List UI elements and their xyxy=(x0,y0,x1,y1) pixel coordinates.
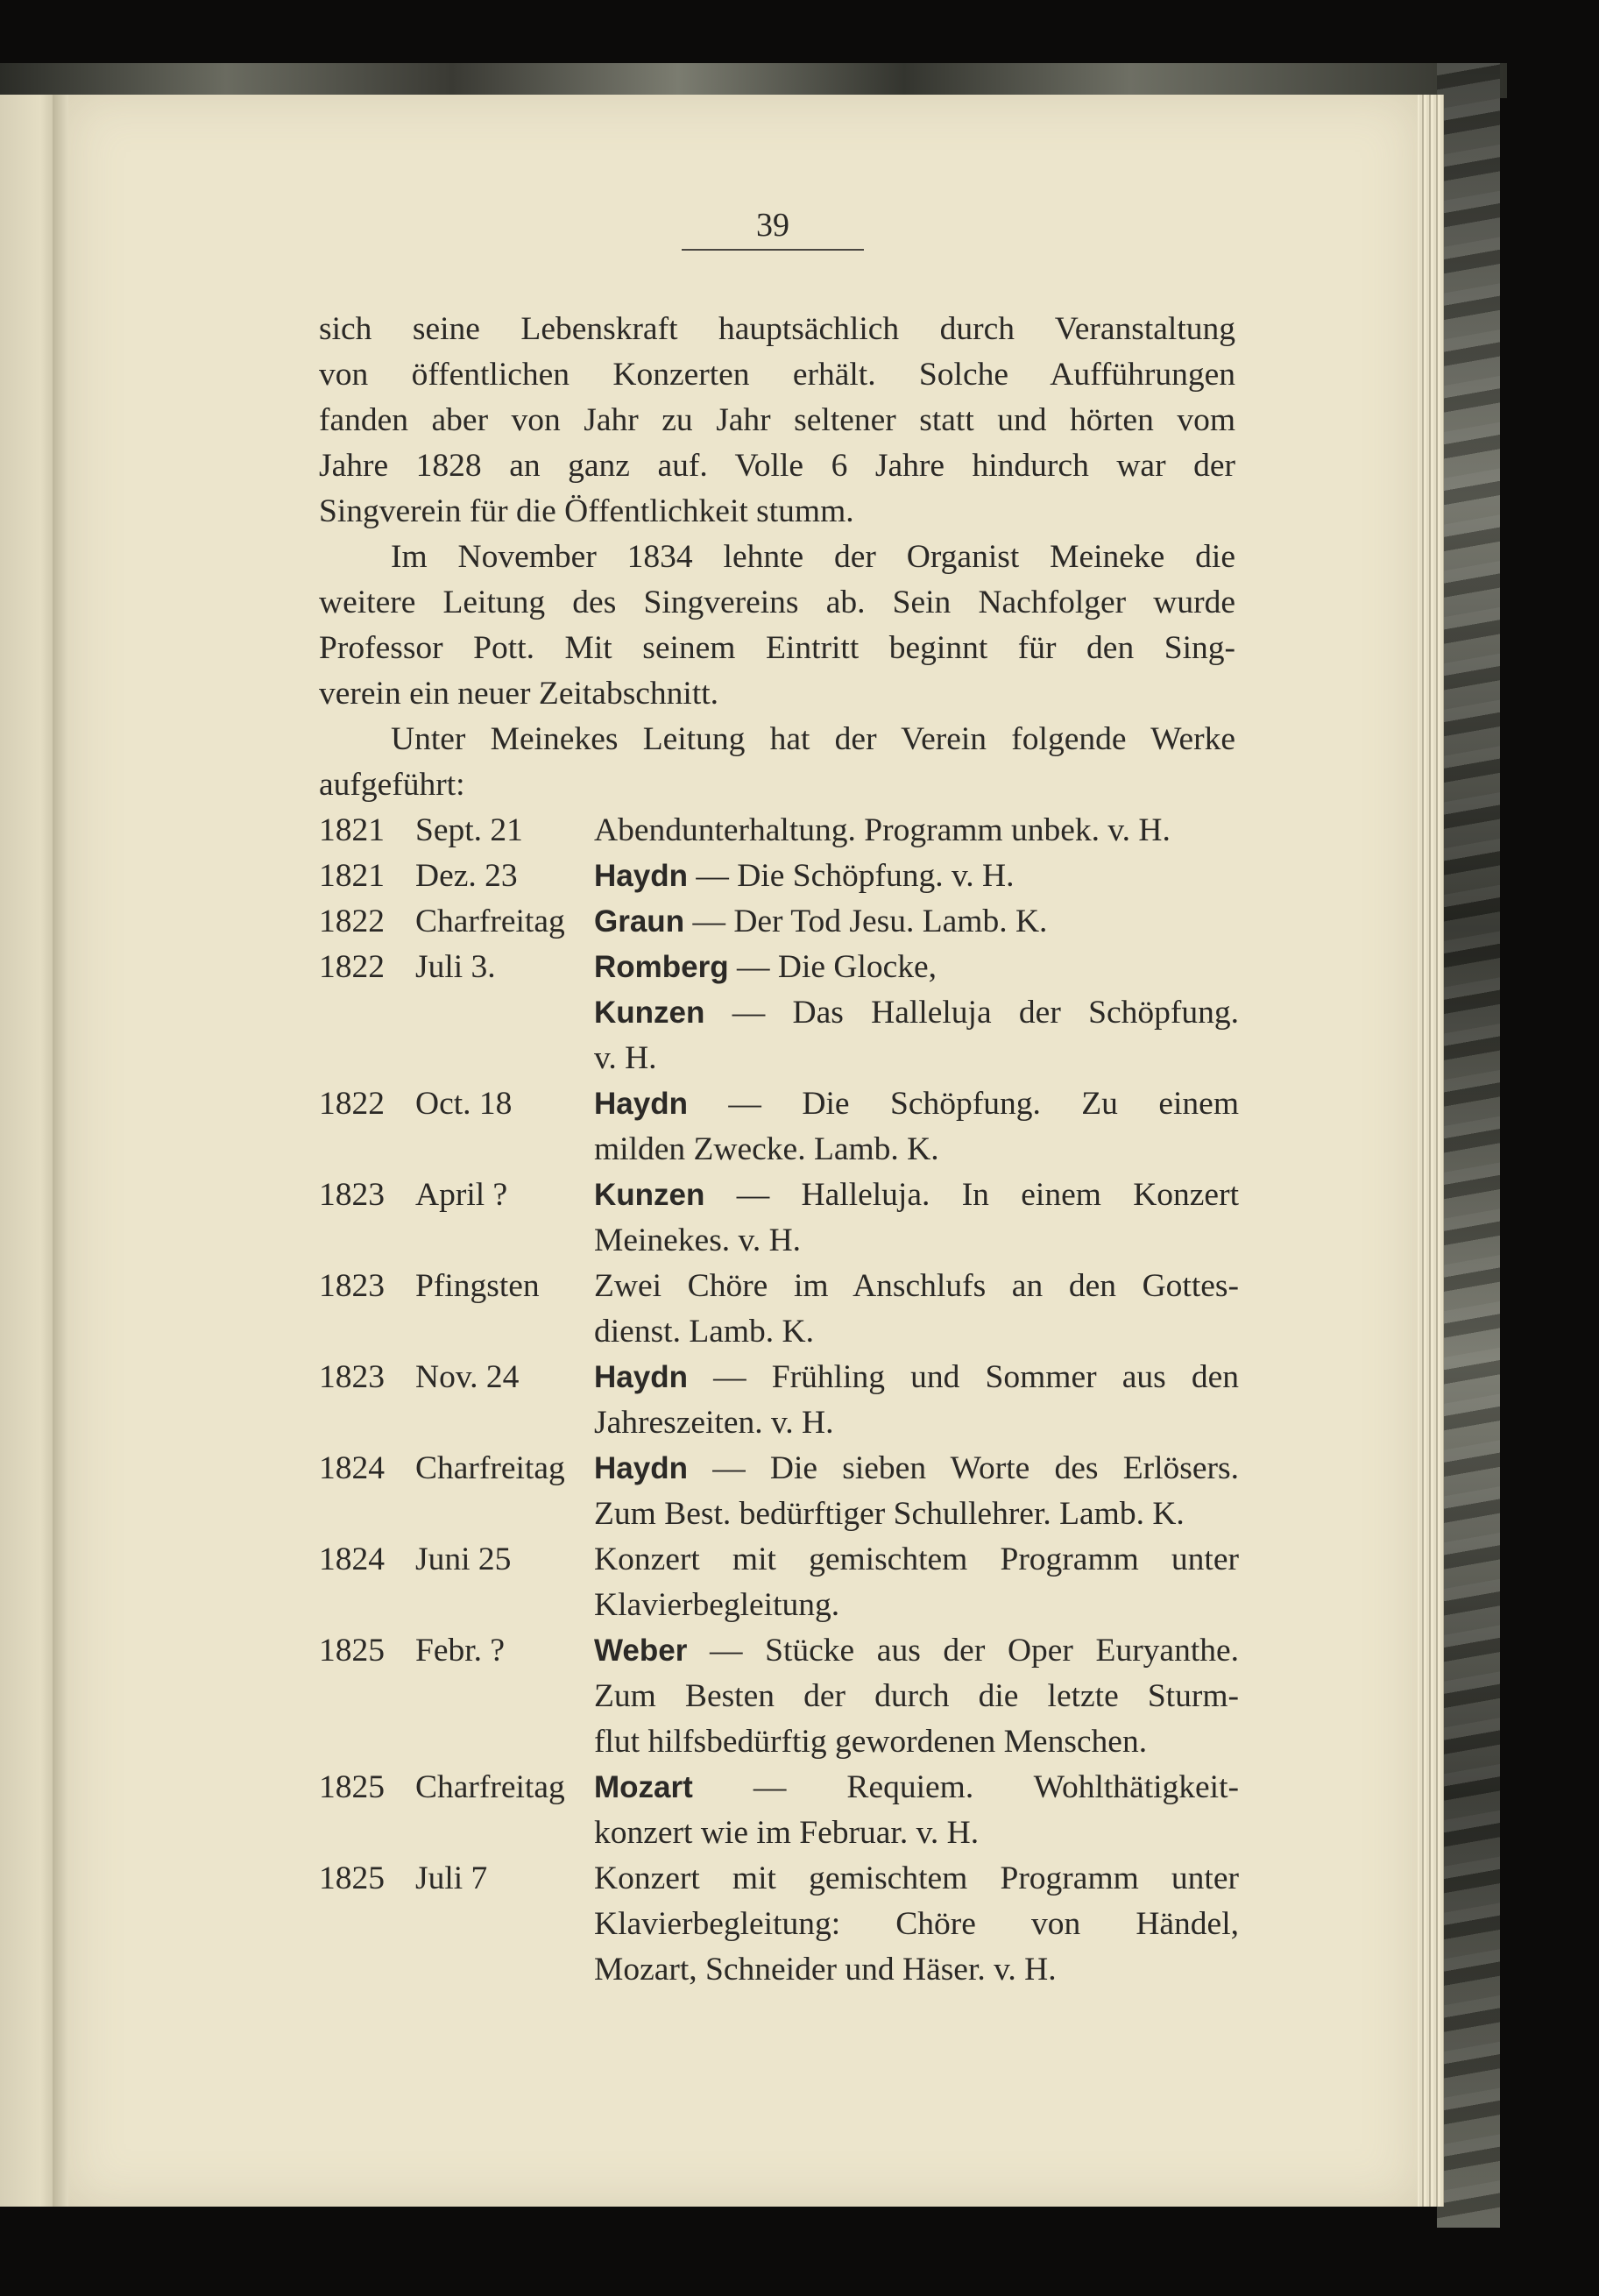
text-line: Jahre 1828 an ganz auf. Volle 6 Jahre hindurch war der xyxy=(319,448,1235,484)
description-line xyxy=(594,899,1239,945)
description-line xyxy=(594,990,1239,1036)
description-line xyxy=(594,1811,1239,1856)
description-text: Zum Best. bedürftiger Schullehrer. Lamb. K. xyxy=(594,1496,1185,1532)
description-text: — Die sieben Worte des Erlösers. xyxy=(712,1450,1239,1486)
description-line xyxy=(594,1947,1239,1993)
description-text: flut hilfsbedürftig gewordenen Menschen. xyxy=(594,1724,1148,1760)
description-line xyxy=(594,1537,1239,1583)
performance-description xyxy=(594,1628,1239,1765)
performance-date: Dez. 23 xyxy=(415,858,518,894)
description-text: — Die Schöpfung. v. H. xyxy=(696,858,1015,894)
performance-date: Charfreitag xyxy=(415,1450,565,1486)
performance-year: 1823 xyxy=(319,1268,385,1304)
performance-description xyxy=(594,808,1239,854)
description-text: Klavierbegleitung: Chöre von Händel, xyxy=(594,1906,1239,1942)
performance-year: 1822 xyxy=(319,904,385,939)
page-number: 39 xyxy=(682,209,864,251)
composer-name: Weber xyxy=(594,1633,688,1668)
description-text: — Das Halleluja der Schöpfung. xyxy=(732,995,1239,1031)
paragraph-1 xyxy=(319,307,1235,535)
performance-year: 1821 xyxy=(319,812,385,848)
description-text: Mozart, Schneider und Häser. v. H. xyxy=(594,1952,1057,1988)
description-text: Konzert mit gemischtem Programm unter xyxy=(594,1541,1239,1577)
description-line xyxy=(594,1674,1239,1719)
book-cover-right-edge xyxy=(1437,63,1500,2228)
performance-description xyxy=(594,1856,1239,1993)
performance-year: 1825 xyxy=(319,1769,385,1805)
text-line: aufgeführt: xyxy=(319,767,465,803)
paragraph-3 xyxy=(319,717,1235,808)
performance-description xyxy=(594,899,1239,945)
composer-name: Haydn xyxy=(594,1087,688,1121)
performance-description xyxy=(594,1264,1239,1355)
composer-name: Kunzen xyxy=(594,1178,705,1212)
description-text: Meinekes. v. H. xyxy=(594,1222,802,1258)
composer-name: Romberg xyxy=(594,950,729,984)
right-page xyxy=(68,95,1418,2207)
text-line: fanden aber von Jahr zu Jahr seltener statt und hörten vom xyxy=(319,402,1235,438)
performance-year: 1823 xyxy=(319,1177,385,1213)
performance-date: Nov. 24 xyxy=(415,1359,520,1395)
description-text: konzert wie im Februar. v. H. xyxy=(594,1815,980,1851)
description-text: — Die Schöpfung. Zu einem xyxy=(728,1086,1239,1122)
performance-year: 1824 xyxy=(319,1541,385,1577)
description-line xyxy=(594,1309,1239,1355)
performance-description xyxy=(594,1446,1239,1537)
description-text: — Halleluja. In einem Konzert xyxy=(736,1177,1239,1213)
description-line xyxy=(594,1765,1239,1811)
description-text: — Stücke aus der Oper Euryanthe. xyxy=(709,1633,1240,1669)
description-line xyxy=(594,1218,1239,1264)
description-text: v. H. xyxy=(594,1040,657,1076)
description-line xyxy=(594,1173,1239,1218)
performance-description xyxy=(594,945,1239,990)
composer-name: Haydn xyxy=(594,1360,688,1394)
text-line: verein ein neuer Zeitabschnitt. xyxy=(319,676,719,712)
text-line: Singverein für die Öffentlichkeit stumm. xyxy=(319,493,854,529)
performance-year: 1822 xyxy=(319,1086,385,1122)
performance-year: 1823 xyxy=(319,1359,385,1395)
description-line xyxy=(594,1628,1239,1674)
performance-year: 1825 xyxy=(319,1633,385,1669)
description-text: — Requiem. Wohlthätigkeit- xyxy=(753,1769,1240,1805)
composer-name: Kunzen xyxy=(594,996,705,1030)
performance-date: Charfreitag xyxy=(415,1769,565,1805)
left-page-edge xyxy=(0,95,58,2207)
description-line xyxy=(594,1127,1239,1173)
description-line xyxy=(594,1400,1239,1446)
performance-date: Oct. 18 xyxy=(415,1086,513,1122)
performance-year: 1824 xyxy=(319,1450,385,1486)
description-text: Zum Besten der durch die letzte Sturm- xyxy=(594,1678,1239,1714)
performance-date: Juli 3. xyxy=(415,949,496,985)
performance-date: Febr. ? xyxy=(415,1633,506,1669)
performance-description xyxy=(594,1537,1239,1628)
text-line: von öffentlichen Konzerten erhält. Solche Aufführungen xyxy=(319,357,1235,393)
performance-year: 1822 xyxy=(319,949,385,985)
description-text: dienst. Lamb. K. xyxy=(594,1314,815,1350)
description-line xyxy=(594,945,1239,990)
performance-description xyxy=(594,1081,1239,1173)
performance-date: Juli 7 xyxy=(415,1860,488,1896)
description-text: Konzert mit gemischtem Programm unter xyxy=(594,1860,1239,1896)
description-line xyxy=(594,1856,1239,1902)
performance-date: Juni 25 xyxy=(415,1541,512,1577)
description-text: milden Zwecke. Lamb. K. xyxy=(594,1131,939,1167)
description-text: — Der Tod Jesu. Lamb. K. xyxy=(692,904,1048,939)
performance-description xyxy=(594,1765,1239,1856)
description-line xyxy=(594,1036,1239,1081)
description-text: Abendunterhaltung. Programm unbek. v. H. xyxy=(594,812,1171,848)
performance-description xyxy=(594,1173,1239,1264)
description-line xyxy=(594,1902,1239,1947)
composer-name: Haydn xyxy=(594,859,688,893)
book-cover-top-edge xyxy=(0,63,1507,98)
description-text: — Die Glocke, xyxy=(737,949,937,985)
description-text: Jahreszeiten. v. H. xyxy=(594,1405,834,1441)
performance-description xyxy=(594,1355,1239,1446)
composer-name: Graun xyxy=(594,904,685,939)
description-line xyxy=(594,1719,1239,1765)
paragraph-2 xyxy=(319,535,1235,717)
description-line xyxy=(594,854,1239,899)
text-line: Im November 1834 lehnte der Organist Meineke die xyxy=(391,539,1235,575)
description-line xyxy=(594,1446,1239,1492)
description-text: — Frühling und Sommer aus den xyxy=(713,1359,1240,1395)
text-line: sich seine Lebenskraft hauptsächlich durch Veranstaltung xyxy=(319,311,1235,347)
description-line xyxy=(594,1583,1239,1628)
performance-date: Charfreitag xyxy=(415,904,565,939)
description-line xyxy=(594,1492,1239,1537)
text-line: Professor Pott. Mit seinem Eintritt beginnt für den Sing- xyxy=(319,630,1235,666)
description-line xyxy=(594,1355,1239,1400)
description-line xyxy=(594,808,1239,854)
performance-date: Sept. 21 xyxy=(415,812,523,848)
text-line: Unter Meinekes Leitung hat der Verein folgende Werke xyxy=(391,721,1235,757)
performance-description xyxy=(594,990,1239,1081)
composer-name: Mozart xyxy=(594,1770,693,1804)
composer-name: Haydn xyxy=(594,1451,688,1485)
description-text: Zwei Chöre im Anschlufs an den Gottes- xyxy=(594,1268,1239,1304)
performance-date: Pfingsten xyxy=(415,1268,540,1304)
description-text: Klavierbegleitung. xyxy=(594,1587,840,1623)
text-line: weitere Leitung des Singvereins ab. Sein Nachfolger wurde xyxy=(319,585,1235,620)
performance-year: 1825 xyxy=(319,1860,385,1896)
description-line xyxy=(594,1081,1239,1127)
description-line xyxy=(594,1264,1239,1309)
performance-date: April ? xyxy=(415,1177,508,1213)
performance-year: 1821 xyxy=(319,858,385,894)
performance-description xyxy=(594,854,1239,899)
